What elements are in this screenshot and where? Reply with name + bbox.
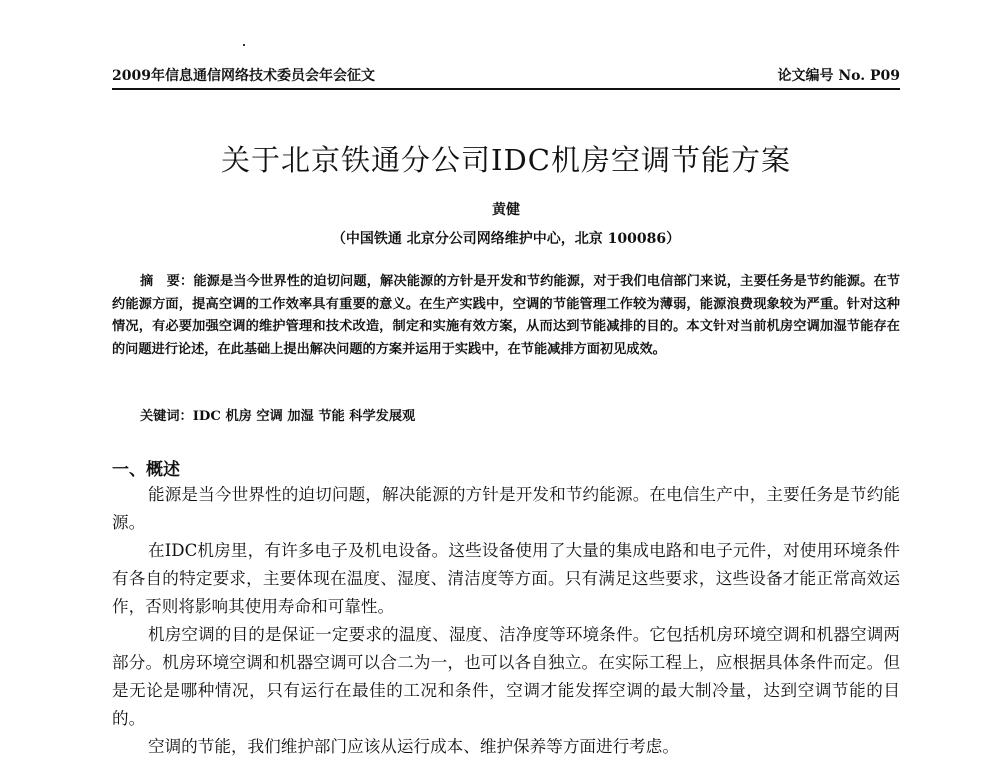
keywords-text: IDC 机房 空调 加湿 节能 科学发展观: [192, 409, 416, 424]
section-heading: 一、概述: [112, 460, 180, 480]
paper-title: 关于北京铁通分公司IDC机房空调节能方案: [221, 143, 791, 177]
body-paragraph: 机房空调的目的是保证一定要求的温度、湿度、洁净度等环境条件。它包括机房环境空调和机器空调两部分。机房环境空调和机器空调可以合二为一，也可以各自独立。在实际工程上，应根据具体条件而定。但是无论是哪种情况，只有运行在最佳的工况和条件，空调才能发挥空调的最大制冷量，达到空调节能的目的。: [112, 625, 900, 728]
scan-speck: [243, 44, 245, 46]
header-paper-number: 论文编号 No. P09: [777, 68, 900, 84]
header-conference: 2009年信息通信网络技术委员会年会征文: [112, 68, 375, 84]
abstract: [112, 271, 900, 361]
keywords-label: 关键词：: [140, 409, 193, 424]
body-paragraph: 在IDC机房里，有许多电子及机电设备。这些设备使用了大量的集成电路和电子元件，对使用环境条件有各自的特定要求，主要体现在温度、湿度、清洁度等方面。只有满足这些要求，这些设备才能正常高效运作，否则将影响其使用寿命和可靠性。: [112, 541, 900, 616]
body-paragraph: 能源是当今世界性的迫切问题，解决能源的方针是开发和节约能源。在电信生产中，主要任务是节约能源。: [112, 485, 900, 532]
running-header: [112, 63, 900, 90]
abstract-text: 能源是当今世界性的迫切问题，解决能源的方针是开发和节约能源，对于我们电信部门来说，主要任务是节约能源。在节约能源方面，提高空调的工作效率具有重要的意义。在生产实践中，空调的节能管理工作较为薄弱，能源浪费现象较为严重。针对这种情况，有必要加强空调的维护管理和技术改造，制定和实施有效方案，从而达到节能减排的目的。本文针对当前机房空调加湿节能存在的问题进行论述，在此基础上提出解决问题的方案并运用于实践中，在节能减排方面初见成效。: [112, 274, 900, 357]
keywords: [140, 405, 900, 424]
author-name: 黄健: [492, 202, 520, 218]
section-body: [112, 481, 900, 761]
abstract-label: 摘 要：: [140, 274, 194, 289]
author-affiliation: （中国铁通 北京分公司网络维护中心，北京 100086）: [331, 231, 681, 247]
body-paragraph: 空调的节能，我们维护部门应该从运行成本、维护保养等方面进行考虑。: [148, 737, 679, 756]
